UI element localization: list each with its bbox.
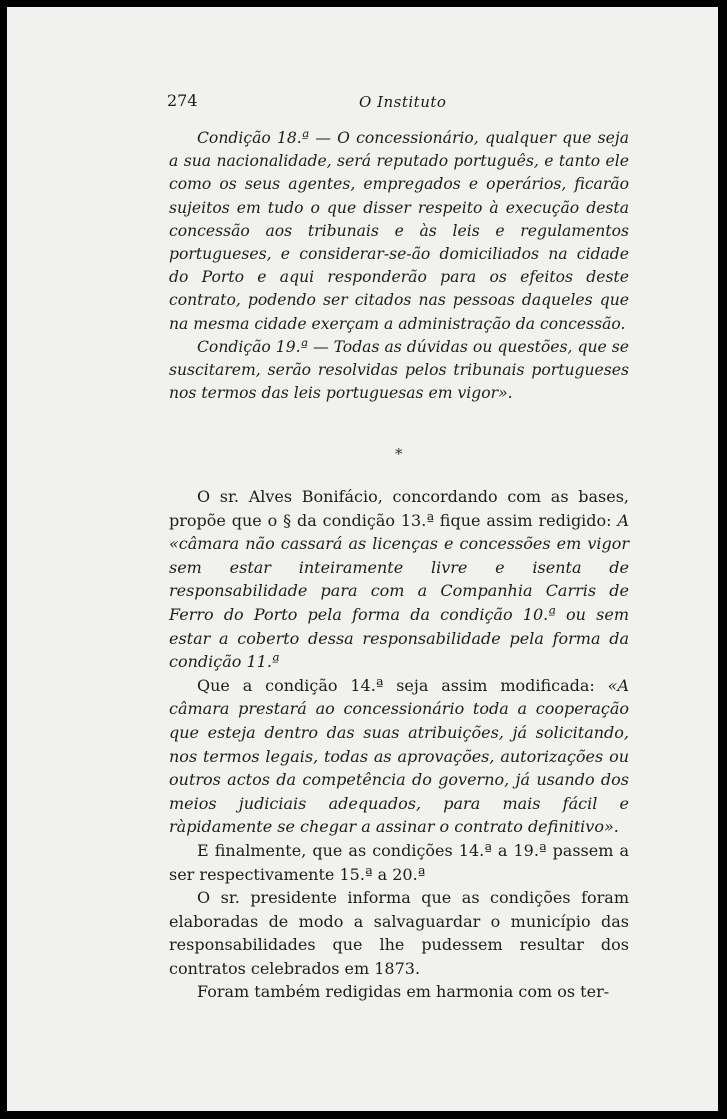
condition-19-text: — Todas as dúvidas ou questões, que se suscitarem, serão resolvidas pelos tribunais portugueses nos termos das leis portuguesas em vigor». xyxy=(169,337,629,403)
modification-intro: Que a condição 14.ª seja assim modificada: xyxy=(197,675,608,695)
president-paragraph: O sr. presidente informa que as condições foram elaboradas de modo a salvaguardar o município das responsabilidades que lhe pudessem resultar dos contratos celebrados em 1873. xyxy=(169,888,629,978)
condition-19-label: Condição 19.ª xyxy=(197,337,308,356)
page-number: 274 xyxy=(167,91,198,110)
proposal-paragraph xyxy=(169,485,629,674)
minutes-block xyxy=(169,485,629,1004)
section-separator: * xyxy=(395,445,403,463)
condition-18-paragraph xyxy=(169,127,629,336)
conditions-block xyxy=(169,127,629,405)
condition-19-paragraph xyxy=(169,336,629,406)
modification-quote: «A câmara prestará ao concessionário toda a cooperação que esteja dentro das suas atribuições, já solicitando, nos termos legais, todas as aprovações, autorizações ou outros actos da competência do governo, já usando dos meios judiciais adequados, para mais fácil e ràpidamente se chegar a assinar o contrato definitivo». xyxy=(169,675,629,837)
book-page xyxy=(7,7,718,1111)
condition-18-text: — O concessionário, qualquer que seja a sua nacionalidade, será reputado português, e tanto ele como os seus agentes, empregados e operários, ficarão sujeitos em tudo o que disser respeito à execução desta concessão aos tribunais e às leis e regulamentos portugueses, e considerar-se-ão domiciliados na cidade do Porto e aqui responderão para os efeitos deste contrato, podendo ser citados nas pessoas daqueles que na mesma cidade exerçam a administração da concessão. xyxy=(169,129,629,333)
proposal-intro: O sr. Alves Bonifácio, concordando com as bases, propõe que o § da condição 13.ª fique assim redigido: xyxy=(169,487,629,530)
proposal-quote: A «câmara não cassará as licenças e concessões em vigor sem estar inteiramente livre e isenta de responsabilidade para com a Companhia Carris de Ferro do Porto pela forma da condição 10.ª ou sem estar a coberto dessa responsabilidade pela forma da condição 11.ª xyxy=(169,510,629,672)
running-title: O Instituto xyxy=(359,93,447,111)
continuation-paragraph: Foram também redigidas em harmonia com os ter- xyxy=(197,982,610,1002)
modification-paragraph xyxy=(169,674,629,839)
condition-18-label: Condição 18.ª xyxy=(197,129,310,147)
renumbering-paragraph: E finalmente, que as condições 14.ª a 19.ª passem a ser respectivamente 15.ª a 20.ª xyxy=(169,840,629,884)
